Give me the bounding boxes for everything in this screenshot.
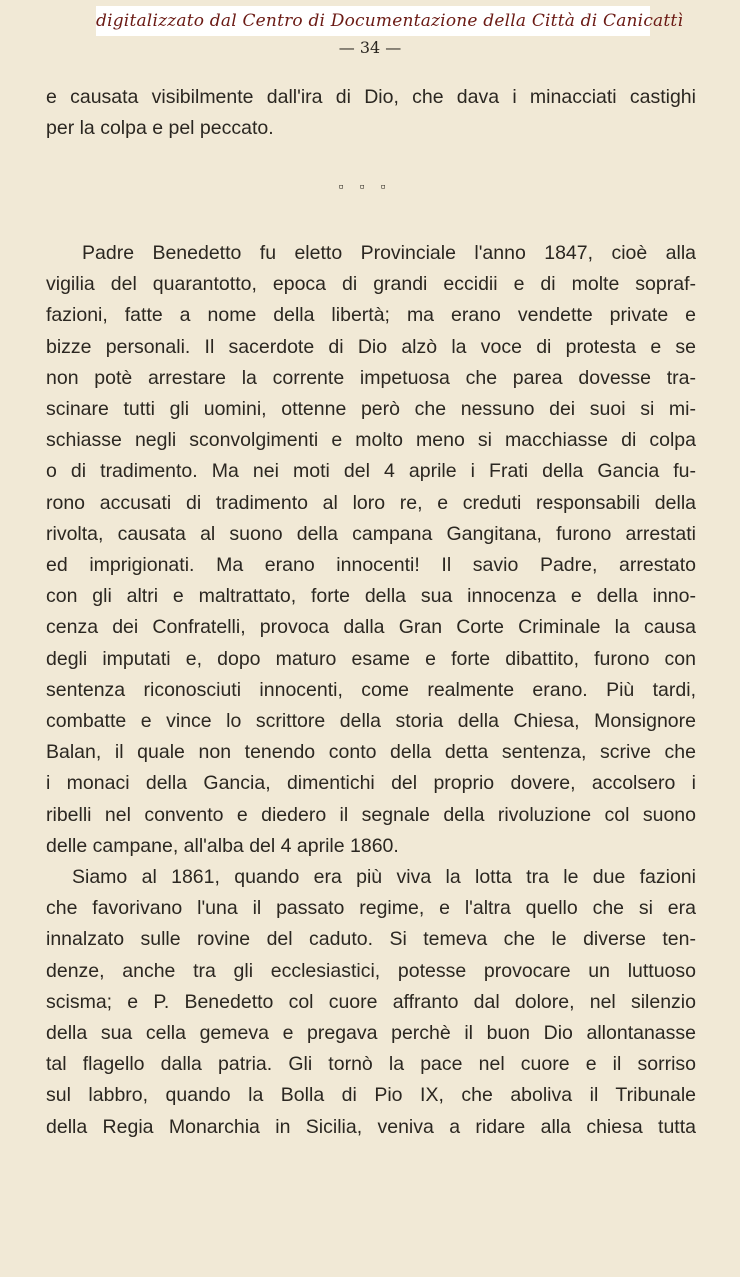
text-line: della sua cella gemeva e pregava perchè il buon Dio allontanasse <box>46 1022 696 1045</box>
text-line: innalzato sulle rovine del caduto. Si temeva che le diverse ten- <box>46 928 696 951</box>
text-line: tal flagello dalla patria. Gli tornò la pace nel cuore e il sorriso <box>46 1053 696 1076</box>
paragraph-1 <box>46 238 696 862</box>
text-line: schiasse negli sconvolgimenti e molto meno si macchiasse di colpa <box>46 429 696 452</box>
text-line: scisma; e P. Benedetto col cuore affranto dal dolore, nel silenzio <box>46 990 696 1013</box>
text-line: i monaci della Gancia, dimentichi del proprio dovere, accolsero i <box>46 772 696 795</box>
text-line: Balan, il quale non tenendo conto della detta sentenza, scrive che <box>46 741 696 764</box>
text-line: per la colpa e pel peccato. <box>46 117 274 140</box>
text-line: o di tradimento. Ma nei moti del 4 aprile i Frati della Gancia fu- <box>46 460 696 483</box>
text-line: che favorivano l'una il passato regime, e l'altra quello che si era <box>46 897 696 920</box>
section-divider-ornament: ▫▫▫ <box>338 178 402 194</box>
text-line: ribelli nel convento e diedero il segnale della rivoluzione col suono <box>46 803 696 826</box>
main-text <box>46 238 696 1143</box>
text-line: delle campane, all'alba del 4 aprile 1860. <box>46 834 399 857</box>
paragraph-2 <box>46 862 696 1143</box>
text-line: e causata visibilmente dall'ira di Dio, che dava i minacciati castighi <box>46 86 696 108</box>
text-line: sentenza riconosciuti innocenti, come realmente erano. Più tardi, <box>46 678 696 701</box>
text-line: Siamo al 1861, quando era più viva la lotta tra le due fazioni <box>72 866 696 889</box>
digitization-watermark: digitalizzato dal Centro di Documentazione della Città di Canicattì <box>96 6 650 36</box>
text-line: Padre Benedetto fu eletto Provinciale l'anno 1847, cioè alla <box>82 242 696 264</box>
page-number: — 34 — <box>338 38 402 57</box>
text-line: ed imprigionati. Ma erano innocenti! Il savio Padre, arrestato <box>46 554 696 577</box>
text-line: con gli altri e maltrattato, forte della sua innocenza e della inno- <box>46 585 696 608</box>
text-line: vigilia del quarantotto, epoca di grandi eccidii e di molte sopraf- <box>46 273 696 296</box>
text-line: bizze personali. Il sacerdote di Dio alzò la voce di protesta e se <box>46 335 696 358</box>
text-line: rono accusati di tradimento al loro re, e creduti responsabili della <box>46 491 696 514</box>
intro-paragraph <box>46 82 696 144</box>
text-line: combatte e vince lo scrittore della storia della Chiesa, Monsignore <box>46 710 696 733</box>
text-line: sul labbro, quando la Bolla di Pio IX, che aboliva il Tribunale <box>46 1084 696 1107</box>
text-line: degli imputati e, dopo maturo esame e forte dibattito, furono con <box>46 647 696 670</box>
text-line: scinare tutti gli uomini, ottenne però che nessuno dei suoi si mi- <box>46 398 696 421</box>
text-line: fazioni, fatte a nome della libertà; ma erano vendette private e <box>46 304 696 327</box>
text-line: denze, anche tra gli ecclesiastici, potesse provocare un luttuoso <box>46 959 696 982</box>
text-line: cenza dei Confratelli, provoca dalla Gran Corte Criminale la causa <box>46 616 696 639</box>
text-line: rivolta, causata al suono della campana Gangitana, furono arrestati <box>46 522 696 545</box>
text-line: della Regia Monarchia in Sicilia, veniva a ridare alla chiesa tutta <box>46 1115 696 1138</box>
text-line: non potè arrestare la corrente impetuosa che parea dovesse tra- <box>46 366 696 389</box>
